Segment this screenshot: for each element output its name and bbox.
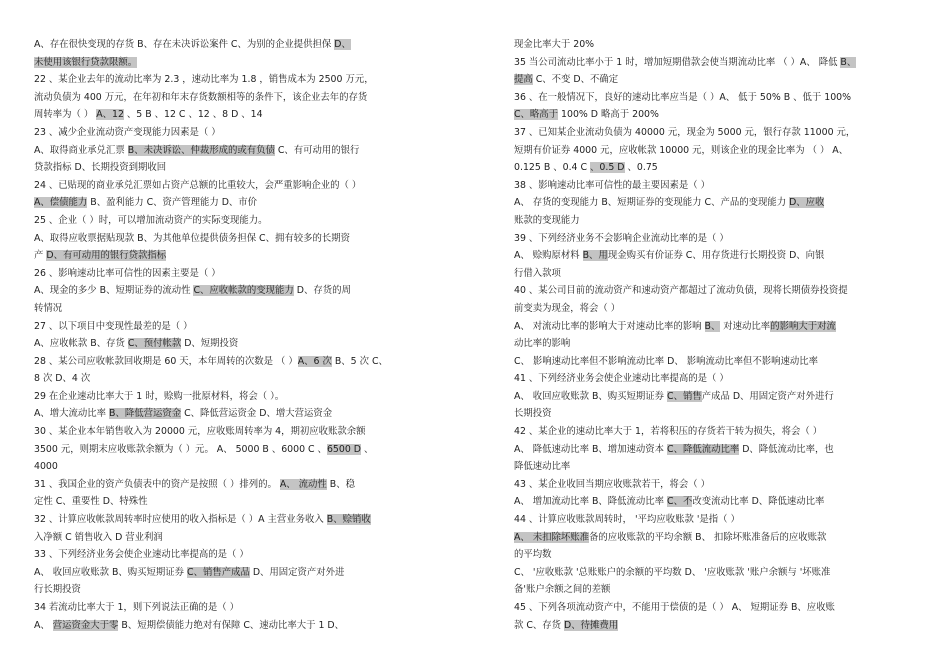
line-text: 29 在企业速动比率大于 1 时，赊购一批原材料，将会（ ）。 <box>34 390 285 402</box>
right-line <box>514 265 916 283</box>
left-line <box>34 493 436 511</box>
line-text: 对速动比率 <box>720 320 771 332</box>
line-text: 贷款指标 D、长期投资到期收回 <box>34 162 167 174</box>
left-line <box>34 617 436 635</box>
right-line <box>514 36 916 54</box>
highlighted-answer: B、用 <box>582 250 608 262</box>
right-line <box>514 282 916 300</box>
right-line <box>514 212 916 230</box>
right-line <box>514 529 916 547</box>
right-line <box>514 106 916 124</box>
left-line <box>34 282 436 300</box>
line-text: B、短期偿债能力绝对有保障 C、速动比率大于 1 D、 <box>118 619 345 631</box>
left-line <box>34 89 436 107</box>
left-line <box>34 106 436 124</box>
highlighted-answer: 6500 D <box>326 443 361 455</box>
right-line <box>514 177 916 195</box>
right-line <box>514 546 916 564</box>
line-text: 、 <box>361 443 374 455</box>
left-line <box>34 194 436 212</box>
highlighted-answer: C、销售产成品 <box>187 566 250 578</box>
highlighted-answer: A、 流动性 <box>279 478 327 490</box>
line-text: A、 增加流动比率 B、降低流动比率 <box>514 496 668 508</box>
right-line <box>514 54 916 72</box>
right-line <box>514 247 916 265</box>
left-line <box>34 546 436 564</box>
line-text: 的平均数 <box>514 549 552 561</box>
right-line <box>514 405 916 423</box>
line-text: 38 、影响速动比率可信性的最主要因素是（ ） <box>514 179 711 191</box>
left-line <box>34 265 436 283</box>
left-line <box>34 388 436 406</box>
right-line <box>514 441 916 459</box>
line-text: 32 、计算应收帐款周转率时应使用的收入指标是（ ）A 主营业务收入 <box>34 514 327 526</box>
highlighted-answer: 的影响大于对流 <box>770 320 836 332</box>
highlighted-answer: C、不 <box>667 496 693 508</box>
right-line <box>514 493 916 511</box>
left-line <box>34 142 436 160</box>
right-line <box>514 142 916 160</box>
left-line <box>34 476 436 494</box>
line-text: D、短期投资 <box>181 338 239 350</box>
highlighted-answer: C、预付帐款 <box>127 338 182 350</box>
highlighted-answer: D、有可动用的银行贷款指标 <box>46 250 167 262</box>
line-text: 34 若流动比率大于 1，则下列说法正确的是（ ） <box>34 602 239 613</box>
highlighted-answer: B、未决诉讼、仲裁形成的或有负债 <box>127 144 275 156</box>
line-text: 26 、影响速动比率可信性的因素主要是（ ） <box>34 267 221 279</box>
right-line <box>514 194 916 212</box>
line-text: A、增大流动比率 <box>34 408 110 420</box>
line-text: 、5 B 、12 C 、12 、8 D 、14 <box>123 109 263 121</box>
line-text: C、有可动用的银行 <box>274 144 360 156</box>
right-line <box>514 230 916 248</box>
line-text: 流动负债为 400 万元，在年初和年末存货数额相等的条件下，该企业去年的存货 <box>34 91 368 103</box>
left-line <box>34 370 436 388</box>
highlighted-answer: 提高 <box>514 74 533 86</box>
highlighted-answer: B、降低营运资金 <box>109 408 182 420</box>
left-line <box>34 335 436 353</box>
line-text: 22 、某企业去年的流动比率为 2.3 ，速动比率为 1.8 ，销售成本为 2500 万元， <box>34 74 374 86</box>
right-line <box>514 370 916 388</box>
highlighted-answer: D、待摊费用 <box>564 619 619 631</box>
highlighted-answer: A、偿债能力 <box>34 197 88 209</box>
line-text: A、 存货的变现能力 B、短期证券的变现能力 C、产品的变现能力 <box>514 197 790 209</box>
right-line <box>514 423 916 441</box>
highlighted-answer: A、 未扣除坏账准 <box>514 531 590 543</box>
line-text: D、用固定资产对外进 <box>249 566 345 578</box>
left-line <box>34 54 436 72</box>
line-text: 现金比率大于 20% <box>514 39 595 50</box>
line-text: 降低速动比率 <box>514 461 571 473</box>
highlighted-answer: A、12 <box>96 109 124 121</box>
line-text: 23 、减少企业流动资产变现能力因素是（ ） <box>34 126 221 138</box>
line-text: 45 、下列各项流动资产中，不能用于偿债的是（ ） A、 短期证券 B、应收账 <box>514 602 835 613</box>
line-text: 行长期投资 <box>34 584 81 596</box>
line-text: 备'账户余额之间的差额 <box>514 584 611 596</box>
line-text: 40 、某公司目前的流动资产和速动资产都超过了流动负债，现将长期债券投资提 <box>514 285 848 297</box>
highlighted-answer: D、 <box>334 39 351 50</box>
line-text: 39 、下列经济业务不会影响企业流动比率的是（ ） <box>514 232 729 244</box>
line-text: 24 、已贴现的商业承兑汇票如占资产总额的比重较大，会严重影响企业的（ ） <box>34 179 362 191</box>
highlighted-answer: C、销售 <box>667 390 702 402</box>
highlighted-answer: 未使用该银行贷款限额。 <box>34 56 138 68</box>
line-text: B、5 次 C、 <box>331 355 388 367</box>
left-line <box>34 458 436 476</box>
left-line <box>34 318 436 336</box>
line-text: 短期有价证券 4000 元，应收帐款 10000 元，则该企业的现金比率为 （ ） A、 <box>514 144 849 156</box>
highlighted-answer: C、略高于 <box>514 109 559 121</box>
line-text: 行借入款项 <box>514 267 561 279</box>
left-line <box>34 353 436 371</box>
line-text: A、存在很快变现的存货 B、存在未决诉讼案件 C、为别的企业提供担保 <box>34 39 335 50</box>
line-text: 31 、我国企业的资产负债表中的资产是按照（ ）排列的。 <box>34 478 280 490</box>
left-line <box>34 247 436 265</box>
right-line <box>514 511 916 529</box>
line-text: 41 、下列经济业务会使企业速动比率提高的是（ ） <box>514 373 729 385</box>
left-line <box>34 423 436 441</box>
left-line <box>34 159 436 177</box>
left-line <box>34 212 436 230</box>
right-line <box>514 353 916 371</box>
highlighted-answer: B、 <box>704 320 721 332</box>
right-line <box>514 599 916 617</box>
line-text: 30 、某企业本年销售收入为 20000 元，应收账周转率为 4，期初应收账款余额 <box>34 426 366 438</box>
line-text: 定性 C、重要性 D、特殊性 <box>34 496 148 508</box>
line-text: 3500 元，则期末应收账款余额为（ ）元。 A、 5000 B 、6000 C 、 <box>34 443 327 455</box>
highlighted-answer: A、6 次 <box>297 355 332 367</box>
line-text: 44 、计算应收账款周转时， '平均应收账款 '是指（ ） <box>514 514 740 526</box>
line-text: 款 C、存货 <box>514 619 565 631</box>
line-text: 周转率为（ ） <box>34 109 97 121</box>
line-text: 0.125 B 、0.4 C <box>514 162 591 174</box>
line-text: 27 、以下项目中变现性最差的是（ ） <box>34 320 193 332</box>
line-text: 备的应收账款的平均余额 B、 扣除坏账准备后的应收账款 <box>589 531 827 543</box>
line-text: C、 '应收账款 '总账账户的余额的平均数 D、 '应收账款 '账户余额与 '坏账准 <box>514 566 831 578</box>
line-text: 8 次 D、4 次 <box>34 373 91 385</box>
line-text: A、 对流动比率的影响大于对速动比率的影响 <box>514 320 705 332</box>
line-text: 35 当公司流动比率小于 1 时，增加短期借款会使当期流动比率 （ ）A、 降低 <box>514 56 841 68</box>
line-text: 产 <box>34 250 47 262</box>
right-line <box>514 388 916 406</box>
line-text: 43 、某企业收回当期应收账款若干，将会（ ） <box>514 478 711 490</box>
highlighted-answer: 、0.5 D <box>590 162 625 174</box>
line-text: B、盈利能力 C、资产管理能力 D、市价 <box>87 197 258 209</box>
left-line <box>34 230 436 248</box>
highlighted-answer: B、赊销收 <box>326 514 371 526</box>
left-line <box>34 405 436 423</box>
line-text: 4000 <box>34 461 58 473</box>
left-line <box>34 71 436 89</box>
right-line <box>514 617 916 635</box>
right-line <box>514 124 916 142</box>
left-line <box>34 177 436 195</box>
left-column <box>34 36 436 634</box>
line-text: A、取得商业承兑汇票 <box>34 144 128 156</box>
line-text: 动比率的影响 <box>514 338 571 350</box>
line-text: 转情况 <box>34 302 63 314</box>
line-text: 100% D 略高于 200% <box>558 109 659 121</box>
right-line <box>514 318 916 336</box>
line-text: D、降低流动比率，也 <box>739 443 834 455</box>
right-column <box>514 36 916 634</box>
line-text: D、存货的周 <box>293 285 351 297</box>
right-line <box>514 335 916 353</box>
line-text: B、稳 <box>326 478 355 490</box>
right-line <box>514 581 916 599</box>
line-text: 42 、某企业的速动比率大于 1，若将积压的存货若干转为损失，将会（ ） <box>514 426 823 438</box>
highlighted-answer: D、应收 <box>789 197 825 209</box>
left-line <box>34 529 436 547</box>
highlighted-answer: C、降低流动比率 <box>667 443 740 455</box>
line-text: 账款的变现能力 <box>514 214 580 226</box>
line-text: 现金购买有价证券 C、用存货进行长期投资 D、向银 <box>607 250 825 262</box>
left-line <box>34 36 436 54</box>
line-text: 25 、企业（ ）时，可以增加流动资产的实际变现能力。 <box>34 214 268 226</box>
highlighted-answer: 营运资金大于零 <box>52 619 119 631</box>
right-line <box>514 564 916 582</box>
line-text: C、不变 D、不确定 <box>532 74 619 86</box>
left-line <box>34 581 436 599</box>
line-text: A、 收回应收账款 B、购买短期证券 <box>514 390 668 402</box>
right-line <box>514 71 916 89</box>
right-line <box>514 89 916 107</box>
line-text: C、降低营运资金 D、增大营运资金 <box>181 408 333 420</box>
line-text: 长期投资 <box>514 408 552 420</box>
right-line <box>514 159 916 177</box>
left-line <box>34 599 436 617</box>
line-text: A、 收回应收账款 B、购买短期证券 <box>34 566 188 578</box>
line-text: A、应收帐款 B、存货 <box>34 338 128 350</box>
line-text: A、 <box>34 619 53 631</box>
line-text: 33 、下列经济业务会使企业速动比率提高的是（ ） <box>34 549 249 561</box>
highlighted-answer: C、应收帐款的变现能力 <box>193 285 294 297</box>
line-text: 28 、某公司应收帐款回收期是 60 天，本年周转的次数是 （ ） <box>34 355 298 367</box>
left-line <box>34 441 436 459</box>
line-text: 改变流动比率 D、降低速动比率 <box>692 496 825 508</box>
line-text: A、 赊购原材料 <box>514 250 583 262</box>
line-text: C、 影响速动比率但不影响流动比率 D、 影响流动比率但不影响速动比率 <box>514 355 818 367</box>
line-text: 入净额 C 销售收入 D 营业利润 <box>34 531 163 543</box>
left-line <box>34 124 436 142</box>
right-line <box>514 458 916 476</box>
line-text: 36 、在一般情况下，良好的速动比率应当是（ ）A、 低于 50% B 、低于 100% <box>514 91 852 103</box>
left-line <box>34 511 436 529</box>
left-line <box>34 564 436 582</box>
line-text: 产成品 D、用固定资产对外进行 <box>701 390 834 402</box>
highlighted-answer: B、 <box>840 56 857 68</box>
line-text: A、取得应收票据贴现款 B、为其他单位提供债务担保 C、拥有较多的长期资 <box>34 232 350 244</box>
left-line <box>34 300 436 318</box>
line-text: 前变卖为现金，将会（ ） <box>514 302 621 314</box>
line-text: 37 、已知某企业流动负债为 40000 元，现金为 5000 元，银行存款 11000 元， <box>514 126 856 138</box>
line-text: 、0.75 <box>624 162 658 174</box>
right-line <box>514 476 916 494</box>
line-text: A、 降低速动比率 B、增加速动资本 <box>514 443 668 455</box>
line-text: A、现金的多少 B、短期证券的流动性 <box>34 285 194 297</box>
right-line <box>514 300 916 318</box>
